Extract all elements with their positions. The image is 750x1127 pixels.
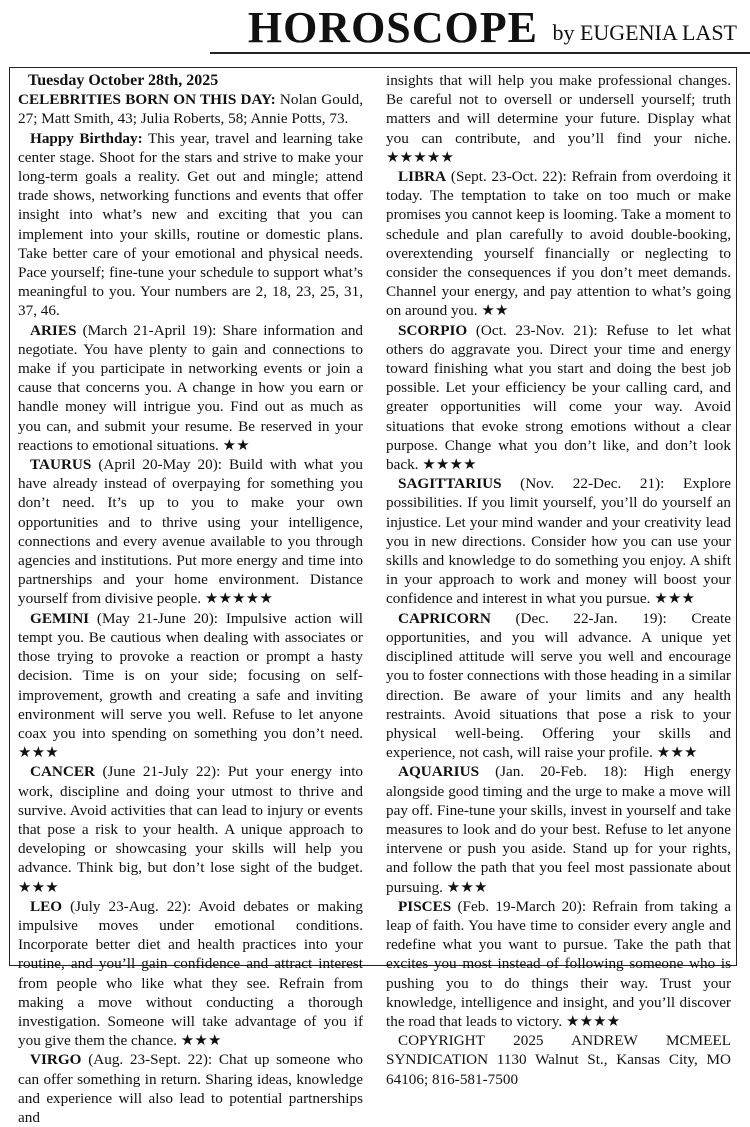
star-rating: ★★★★★ xyxy=(204,590,273,608)
sign-entry-pisces xyxy=(386,897,731,1031)
sign-name: PISCES xyxy=(398,897,452,915)
sign-name: VIRGO xyxy=(30,1051,82,1069)
sign-dates: (April 20-May 20): xyxy=(98,456,222,474)
star-rating: ★★★★ xyxy=(422,456,477,474)
sign-dates: (Dec. 22-Jan. 19): xyxy=(515,609,667,627)
sign-name: GEMINI xyxy=(30,609,90,627)
sign-text: Build with what you have already instead of overpaying for something you don’t need. It’s up to you to make your own opportunities and to thrive using your intelligence, connections and every avenue available to you through agencies and institutions. Put more energy and time into partnerships and your home environment. Distance yourself from divisive people. xyxy=(18,456,364,608)
sign-dates: (June 21-July 22): xyxy=(102,763,221,781)
sign-entry-cancer xyxy=(18,762,363,896)
sign-entry-libra xyxy=(386,167,731,321)
celebrities-entry xyxy=(18,90,363,128)
date-heading: Tuesday October 28th, 2025 xyxy=(28,72,219,89)
celebrities-label: CELEBRITIES BORN ON THIS DAY: xyxy=(18,91,276,109)
sign-name: AQUARIUS xyxy=(398,763,480,781)
sign-text: High energy alongside good timing and the urge to make a move will pay off. Fine-tune your skills, invest in yourself and take measures to look and do your best. Refuse to let anyone intervene or push you aside. Stand up for your rights, and follow the path that you feel most passionate about pursuing. xyxy=(386,763,732,896)
sign-dates: (May 21-June 20): xyxy=(96,609,219,627)
page-title: HOROSCOPE xyxy=(247,3,538,52)
byline: by EUGENIA LAST xyxy=(552,20,737,45)
sign-text: Impulsive action will tempt you. Be cautious when dealing with associates or those trying to provoke a reaction or prompt a hasty decision. Time is on your side; focusing on self-improvement, growth and creating a safe and inviting environment will serve you well. Refuse to let anyone coax you into spending on something you don’t need. xyxy=(18,609,364,742)
sign-entry-virgo-start xyxy=(18,1050,363,1127)
masthead xyxy=(0,0,750,56)
sign-text-part2: insights that will help you make professional changes. Be careful not to oversell or undersell yourself; truth matters and will determine your future. Display what you can contribute, and you’ll find your niche. xyxy=(386,72,731,147)
sign-name: TAURUS xyxy=(30,456,92,474)
sign-name: SCORPIO xyxy=(398,321,468,339)
star-rating: ★★★ xyxy=(18,878,59,896)
sign-text: Create opportunities, and you will advance. A unique yet disciplined attitude will serve you well and encourage you to foster connections with those heading in a similar direction. Be aware of your limits and any health restraints. Avoid situations that pose a risk to your physical well-being. Offering your skills and experience, not cash, will raise your profile. xyxy=(386,609,732,762)
sign-name: LIBRA xyxy=(398,168,447,186)
star-rating: ★★★★★ xyxy=(386,148,455,166)
sign-entry-leo xyxy=(18,897,363,1051)
sign-text: Avoid debates or making impulsive moves under emotional conditions. Incorporate better diet and health practices into your routine, and you’ll gain confidence and attract interest from people who like what they see. Refrain from making a move without conducting a thorough investigation. Someone will take advantage of you if you give them the chance. xyxy=(18,897,363,1050)
sign-dates: (Jan. 20-Feb. 18): xyxy=(495,763,628,781)
star-rating: ★★ xyxy=(222,436,250,454)
celebrities-text: Nolan Gould, 27; Matt Smith, 43; Julia Roberts, 58; Annie Potts, 73. xyxy=(18,91,363,128)
sign-name: CAPRICORN xyxy=(398,609,491,627)
birthday-entry xyxy=(18,129,363,321)
sign-text: Refrain from overdoing it today. The temptation to take on too much or make promises you cannot keep is looming. Take a moment to schedule and plan carefully to avoid double-booking, overextending yourself financially or neglecting to consider the consequences if you don’t meet demands. Channel your energy, and pay attention to what’s going on around you. xyxy=(386,168,732,320)
sign-entry-sagittarius xyxy=(386,474,731,608)
sign-dates: (Aug. 23-Sept. 22): xyxy=(88,1051,213,1069)
star-rating: ★★★ xyxy=(656,744,698,762)
sign-entry-capricorn xyxy=(386,609,731,763)
sign-dates: (Feb. 19-March 20): xyxy=(457,897,587,915)
sign-text: Put your energy into work, discipline and doing your utmost to thrive and survive. Avoid activities that can lead to injury or events that pose a risk to your health. A unique approach to developing or showcasing your skills will help you advance. Think big, but don’t lose sight of the budget. xyxy=(18,763,364,877)
sign-dates: (March 21-April 19): xyxy=(82,321,217,339)
sign-dates: (Nov. 22-Dec. 21): xyxy=(520,475,665,493)
copyright-notice: COPYRIGHT 2025 ANDREW MCMEEL SYNDICATION 1130 Walnut St., Kansas City, MO 64106; 816-581-7500 xyxy=(386,1032,731,1088)
star-rating: ★★★★ xyxy=(565,1012,621,1030)
sign-text: Share information and negotiate. You have plenty to gain and connections to make if you participate in networking events or join a cause that concerns you. A change in how you earn or handle money will intrigue you. Find out as much as you can, and submit your resume. Be reserved in your reactions to emotional situations. xyxy=(18,321,364,454)
sign-dates: (Oct. 23-Nov. 21): xyxy=(475,321,598,339)
sign-entry-scorpio xyxy=(386,321,731,475)
star-rating: ★★ xyxy=(481,302,509,320)
sign-name: SAGITTARIUS xyxy=(398,475,502,493)
star-rating: ★★★ xyxy=(654,590,696,608)
sign-dates: (Sept. 23-Oct. 22): xyxy=(450,168,567,186)
birthday-text: This year, travel and learning take center stage. Shoot for the stars and strive to make your long-term goals a reality. Get out and mingle; attend trade shows, networking functions and events that offer insight into what’s new and exciting that you can implement into your skills, routine or domestic plans. Take better care of your emotional and physical needs. Pace yourself; fine-tune your schedule to support what’s meaningful to you. Your numbers are 2, 18, 23, 25, 31, 37, 46. xyxy=(18,129,363,320)
sign-name: LEO xyxy=(30,897,63,915)
star-rating: ★★★ xyxy=(446,878,488,896)
column-left xyxy=(18,71,363,1127)
sign-entry-aquarius xyxy=(386,762,731,896)
sign-text: Refuse to let what others do aggravate you. Direct your time and energy toward finishing what you start and doing the best job possible. Let your efficiency be your calling card, and greater opportunities will come your way. Avoid situations that evoke strong emotions without a clear purpose. Change what you don’t like, and don’t look back. xyxy=(386,321,731,474)
sign-entry-aries xyxy=(18,321,363,455)
star-rating: ★★★ xyxy=(180,1032,222,1050)
sign-entry-virgo-cont xyxy=(386,71,731,167)
sign-entry-gemini xyxy=(18,609,363,763)
sign-name: ARIES xyxy=(30,321,77,339)
sign-text: Explore possibilities. If you limit yourself, you’ll do yourself an injustice. Let your mind wander and your creativity lead you in new directions. Consider how you can use your skills and knowledge to do something you enjoy. A shift in your approach to work and money will boost your confidence and interest in what you pursue. xyxy=(386,475,732,608)
birthday-label: Happy Birthday: xyxy=(30,129,143,147)
horoscope-box xyxy=(9,67,737,1126)
column-right xyxy=(386,71,731,1089)
star-rating: ★★★ xyxy=(18,744,59,762)
sign-name: CANCER xyxy=(30,763,95,781)
sign-text: Refrain from taking a leap of faith. You have time to consider every angle and redefine what you want to pursue. Take the path that excites you most instead of following someone who is pushing you to do things their way. Trust your knowledge, intelligence and insight, and you’ll discover the road that leads to victory. xyxy=(386,897,732,1030)
sign-dates: (July 23-Aug. 22): xyxy=(70,897,192,915)
sign-text-part1: Chat up someone who can offer something in return. Sharing ideas, knowledge and experience will also lead to potential partnerships and xyxy=(18,1051,364,1126)
header-rule xyxy=(210,52,750,54)
sign-entry-taurus xyxy=(18,455,363,609)
